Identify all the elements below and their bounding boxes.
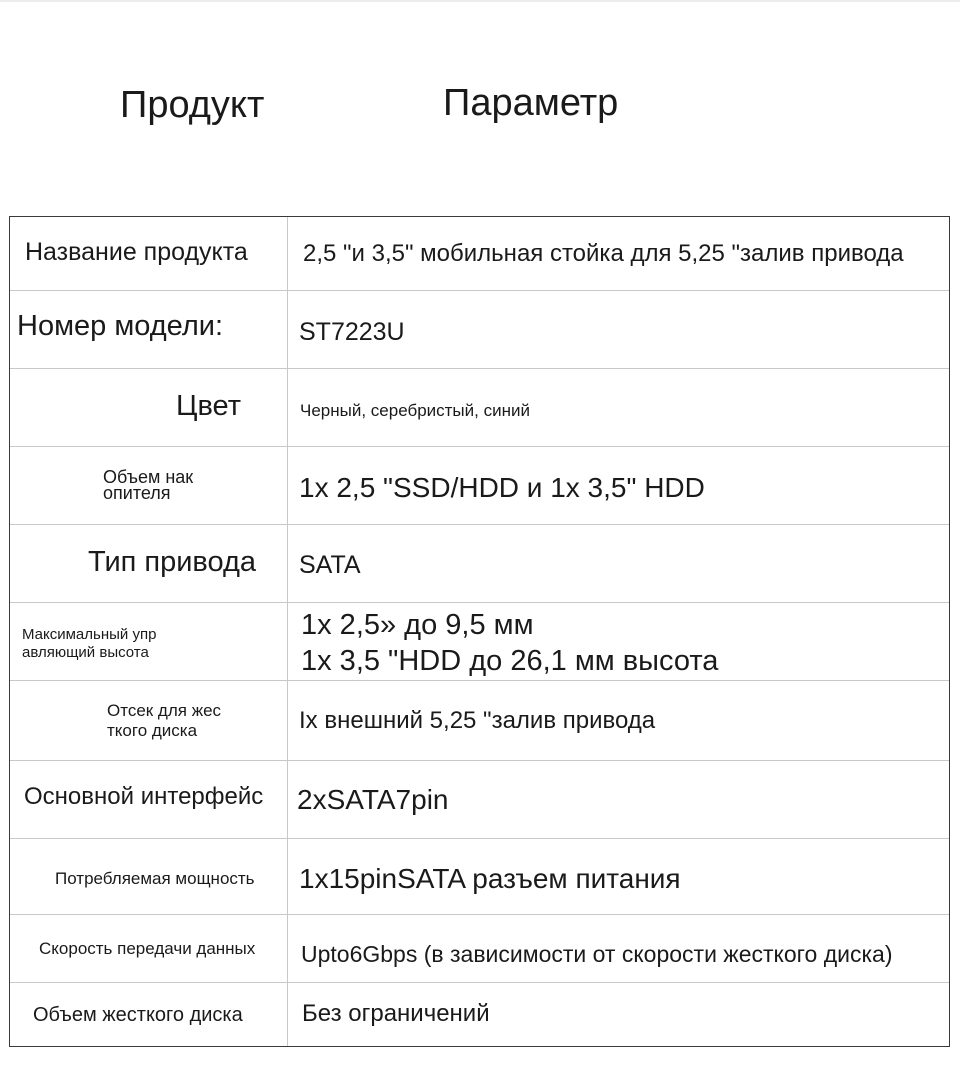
row-value: Upto6Gbps (в зависимости от скорости жесткого диска)	[301, 941, 893, 967]
row-label-line: Отсек для жес	[107, 701, 222, 720]
table-row-power-consumption	[10, 839, 949, 915]
row-label: Номер модели:	[17, 310, 224, 342]
row-label-line: ткого диска	[107, 721, 198, 740]
row-value: 1x15pinSATA разъем питания	[299, 863, 681, 894]
spec-table	[9, 216, 950, 1047]
row-value	[301, 607, 718, 679]
row-value: Черный, серебристый, синий	[300, 401, 530, 420]
table-row-hdd-capacity	[10, 983, 949, 1046]
column-header-parameter: Параметр	[443, 82, 619, 124]
row-value: ST7223U	[299, 318, 405, 346]
table-row-transfer-speed	[10, 915, 949, 983]
row-label-line: авляющий высота	[22, 644, 149, 661]
row-label: Основной интерфейс	[24, 783, 264, 810]
row-label-line: Объем нак	[103, 467, 194, 487]
table-row-drive-bay	[10, 681, 949, 761]
row-label	[103, 469, 193, 501]
table-row-storage-capacity	[10, 447, 949, 525]
table-row-model-number	[10, 291, 949, 369]
row-label	[107, 701, 221, 741]
table-row-max-height	[10, 603, 949, 681]
row-label: Название продукта	[25, 238, 248, 266]
row-label	[22, 626, 156, 662]
row-value-line: 1x 3,5 "HDD до 26,1 мм высота	[301, 645, 719, 677]
table-row-product-name	[10, 217, 949, 291]
row-value: 2xSATA7pin	[297, 784, 449, 815]
top-border	[0, 0, 960, 2]
row-label: Потребляемая мощность	[55, 869, 255, 888]
row-label: Объем жесткого диска	[33, 1004, 243, 1026]
table-row-drive-type	[10, 525, 949, 603]
row-value: 1x 2,5 "SSD/HDD и 1x 3,5" HDD	[299, 472, 705, 503]
row-value-line: 1x 2,5» до 9,5 мм	[301, 609, 534, 641]
row-label: Цвет	[176, 390, 241, 422]
column-header-product: Продукт	[120, 84, 265, 126]
row-label-line: Максимальный упр	[22, 626, 157, 643]
row-value: 2,5 "и 3,5" мобильная стойка для 5,25 "залив привода	[303, 240, 904, 267]
row-value: Ix внешний 5,25 "залив привода	[299, 707, 656, 734]
row-label-line: опителя	[103, 483, 171, 503]
table-row-color	[10, 369, 949, 447]
row-value: Без ограничений	[302, 1000, 490, 1027]
row-label: Скорость передачи данных	[39, 939, 256, 958]
row-label: Тип привода	[88, 546, 257, 578]
row-value: SATA	[299, 551, 361, 579]
table-row-main-interface	[10, 761, 949, 839]
